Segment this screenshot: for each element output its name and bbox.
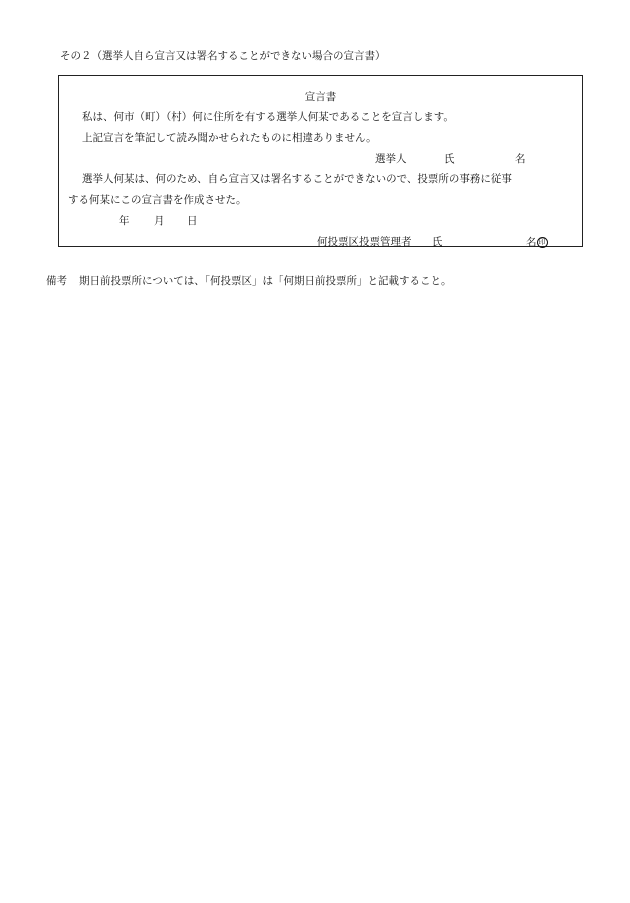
confirmation-statement: 上記宣言を筆記して読み聞かせられたものに相違ありません。 <box>82 132 377 144</box>
manager-mei-text: 名 <box>526 236 537 249</box>
manager-name-given-label <box>526 237 548 248</box>
proxy-statement-line2: する何某にこの宣言書を作成させた。 <box>68 194 247 206</box>
manager-name-surname-label: 氏 <box>432 236 443 248</box>
remark-label: 備考 <box>46 275 67 287</box>
remark <box>46 276 452 287</box>
voter-label: 選挙人 <box>375 153 407 165</box>
declaration-form-box <box>58 75 583 247</box>
declaration-title: 宣言書 <box>304 91 337 103</box>
date-month-label: 月 <box>154 215 165 227</box>
voter-name-given-label: 名 <box>515 153 526 165</box>
remark-text: 期日前投票所については、「何投票区」は「何期日前投票所」と記載すること。 <box>79 275 452 287</box>
date-year-label: 年 <box>119 215 130 227</box>
polling-manager-label: 何投票区投票管理者 <box>317 236 412 248</box>
declaration-statement: 私は、何市（町）（村）何に住所を有する選挙人何某であることを宣言します。 <box>82 111 454 123</box>
seal-mark-icon: 印 <box>538 238 546 246</box>
document-heading: その２（選挙人自ら宣言又は署名することができない場合の宣言書） <box>60 50 386 62</box>
proxy-statement-line1: 選挙人何某は、何のため、自ら宣言又は署名することができないので、投票所の事務に従事 <box>82 173 512 185</box>
date-day-label: 日 <box>187 215 198 227</box>
voter-name-surname-label: 氏 <box>444 153 455 165</box>
